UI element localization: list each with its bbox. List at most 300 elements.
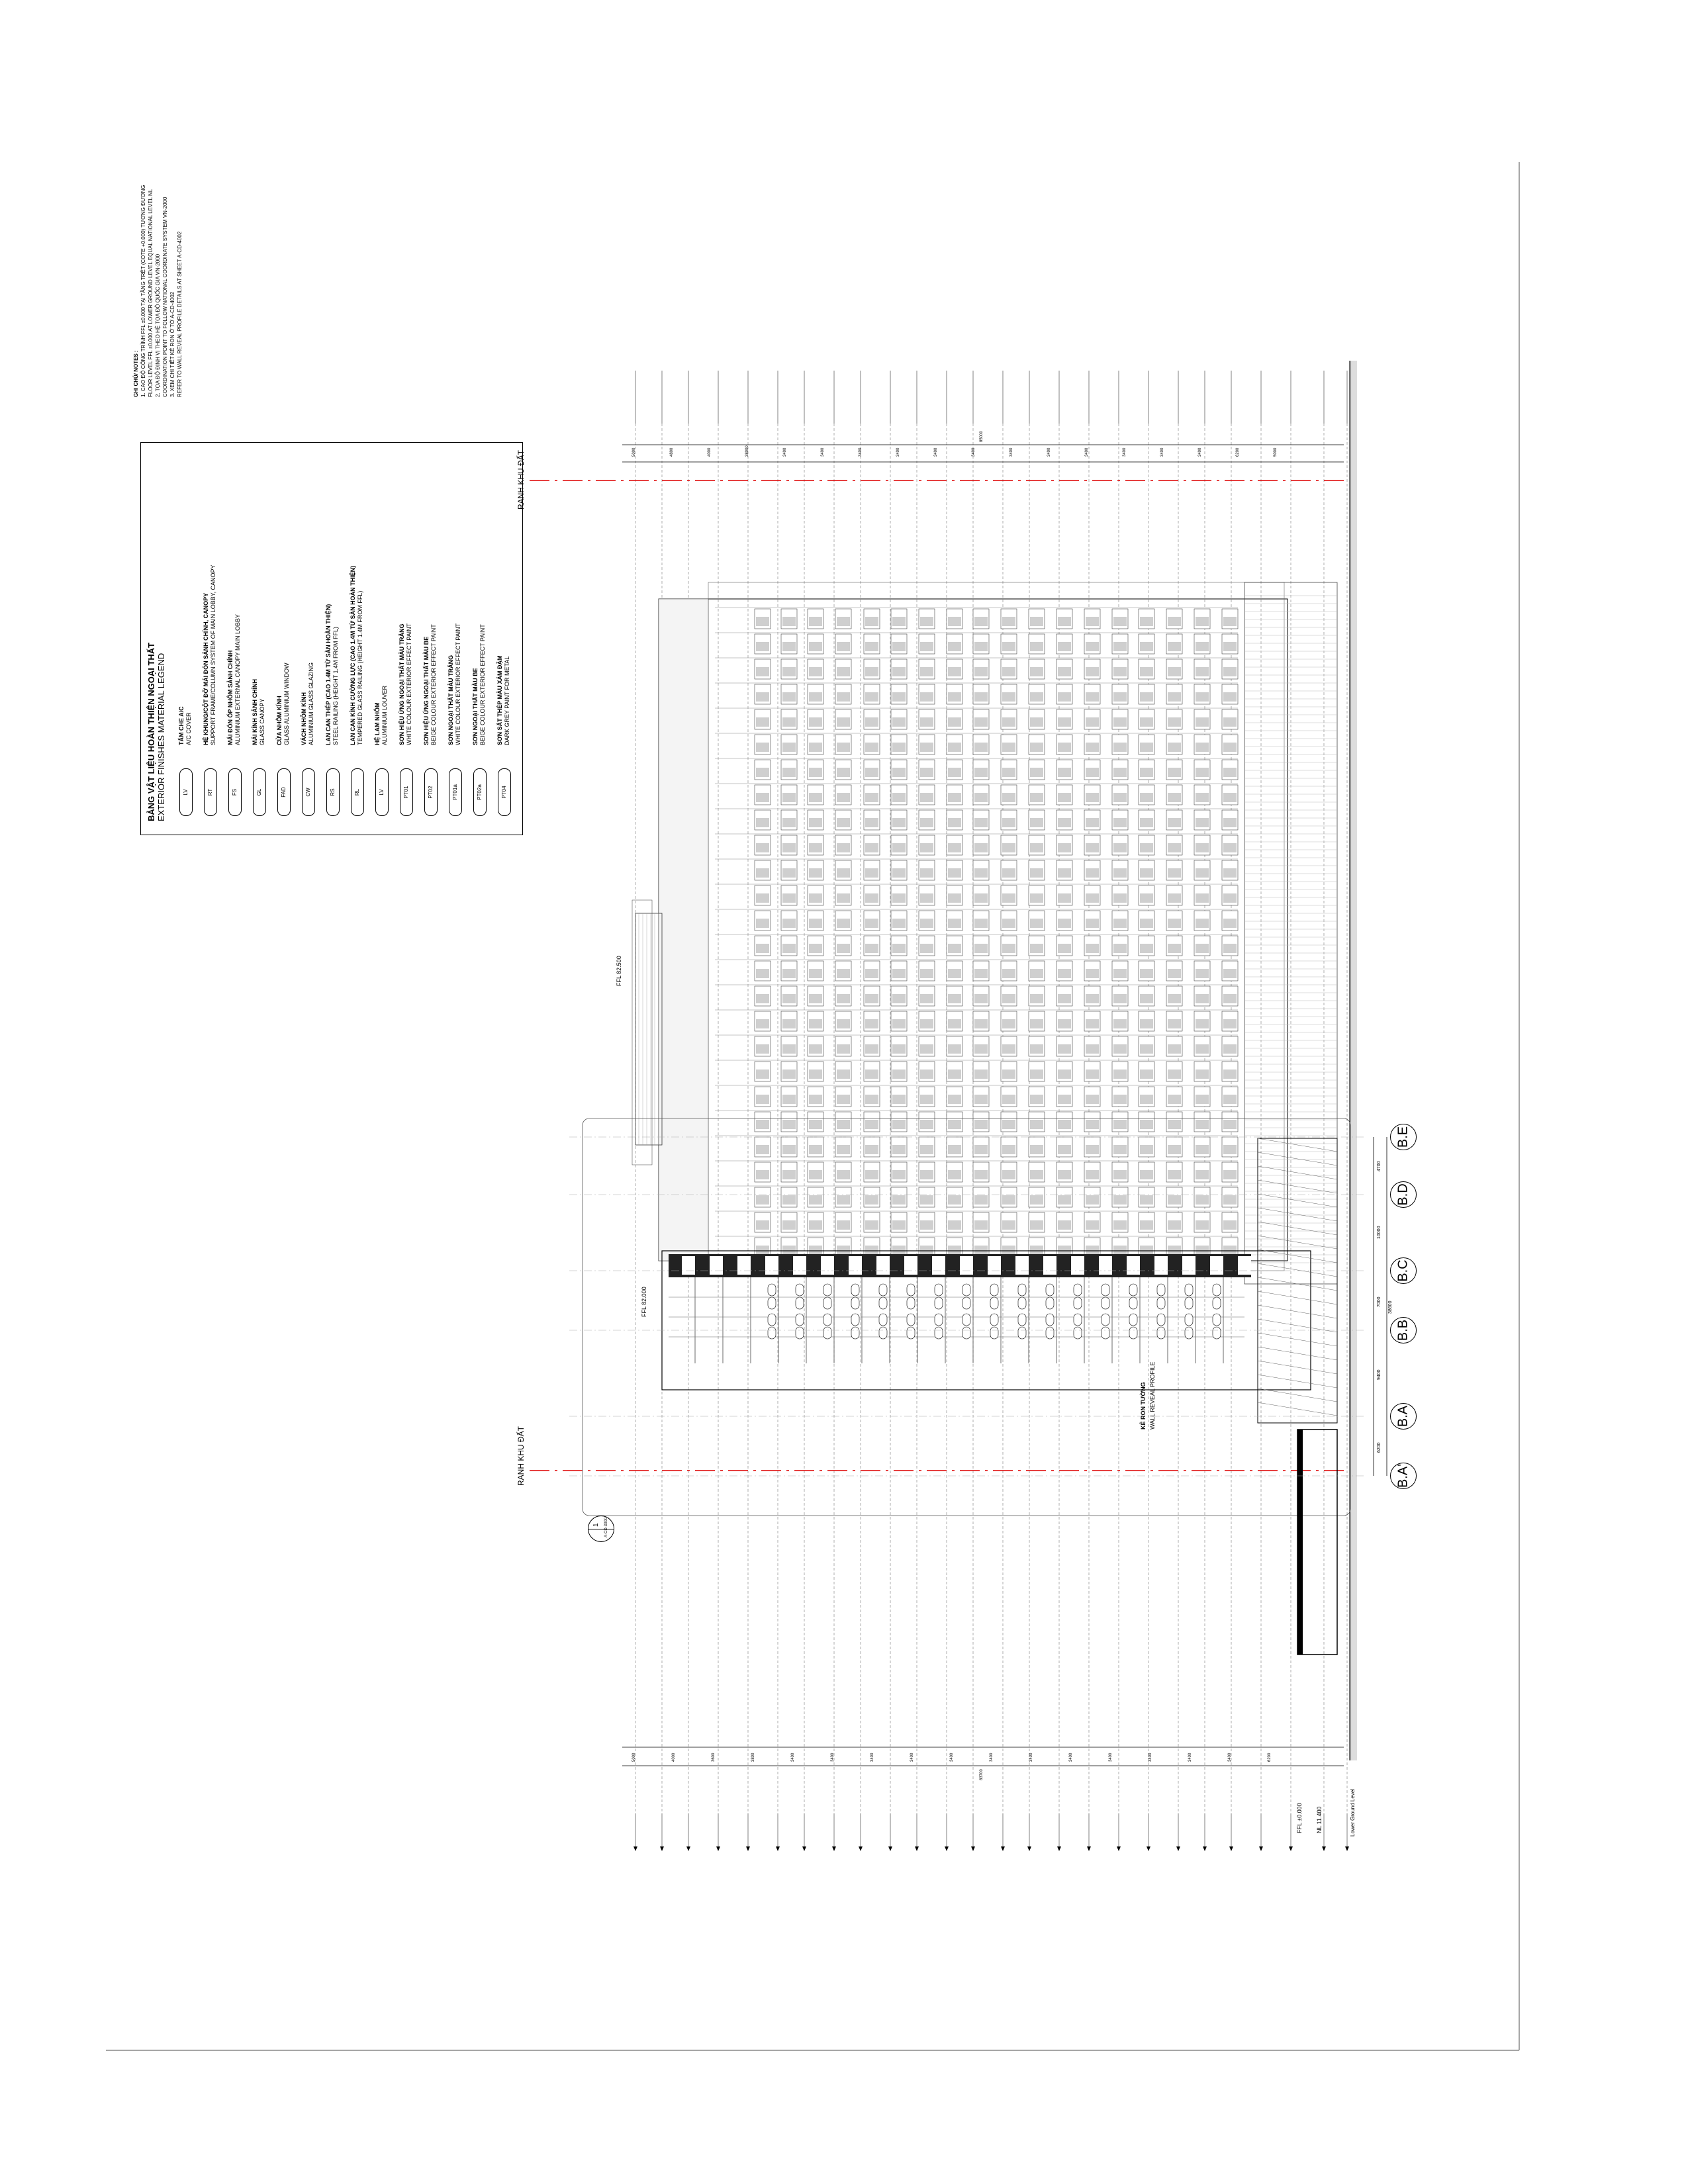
window-glass	[974, 1220, 988, 1230]
bottom-dim-value: 3600	[712, 1752, 716, 1762]
material-tag	[1046, 1314, 1054, 1326]
grid-bubble-label: B.A	[1395, 1405, 1411, 1428]
window-glass	[892, 667, 906, 676]
window-glass	[1086, 818, 1099, 827]
window-glass	[974, 1145, 988, 1154]
window-glass	[837, 667, 850, 676]
window-glass	[1002, 768, 1015, 777]
legend-code: GL	[253, 768, 266, 816]
section-number: 1	[592, 1523, 600, 1527]
legend-desc-vi: SƠN NGOẠI THẤT MÀU BE	[472, 668, 479, 745]
window-glass	[837, 793, 850, 802]
legend-desc-vi: TẤM CHE A/C	[178, 706, 185, 745]
notes-heading: GHI CHÚ/ NOTES :	[133, 350, 139, 397]
top-dim-total: 85000	[980, 431, 984, 442]
level-triangle	[1147, 1846, 1150, 1851]
window-glass	[1196, 1246, 1209, 1255]
window-glass	[1196, 1220, 1209, 1230]
legend-code: CW	[302, 768, 315, 816]
window-glass	[865, 818, 878, 827]
top-dim-value: 3400	[1009, 447, 1013, 457]
window-glass	[1002, 743, 1015, 752]
grid-bubble	[1390, 1317, 1417, 1343]
balcony-gap	[1127, 1256, 1140, 1275]
window-glass	[920, 919, 933, 928]
window-glass	[1196, 1019, 1209, 1028]
window-glass	[1168, 793, 1181, 802]
window-glass	[865, 743, 878, 752]
grid-bubble-label: B.A'	[1395, 1463, 1411, 1488]
material-tag	[851, 1327, 859, 1339]
window-glass	[1223, 994, 1237, 1003]
window-glass	[1168, 944, 1181, 953]
window-glass	[782, 1195, 796, 1205]
balcony-gap	[710, 1256, 723, 1275]
window-glass	[865, 1145, 878, 1154]
window-glass	[974, 919, 988, 928]
window-glass	[1168, 667, 1181, 676]
window-glass	[1058, 768, 1071, 777]
window-glass	[920, 1044, 933, 1054]
grid-bubble	[1390, 1463, 1417, 1489]
window-glass	[1168, 1069, 1181, 1079]
window-glass	[1113, 944, 1127, 953]
window-glass	[756, 1044, 769, 1054]
balcony-gap	[1043, 1256, 1056, 1275]
balcony-gap	[1099, 1256, 1112, 1275]
top-dim-value: 38000	[745, 445, 749, 457]
level-triangle	[660, 1846, 664, 1851]
legend-code: LV	[179, 768, 193, 816]
window-glass	[865, 667, 878, 676]
balcony-gap	[1210, 1256, 1223, 1275]
window-glass	[1196, 793, 1209, 802]
window-glass	[837, 944, 850, 953]
window-glass	[1168, 1095, 1181, 1104]
window-glass	[837, 994, 850, 1003]
grid-dim-total: 38600	[1388, 1300, 1393, 1314]
window-glass	[1058, 617, 1071, 626]
window-glass	[837, 1246, 850, 1255]
balcony-gap	[849, 1256, 862, 1275]
canopy-hatch	[1258, 1361, 1337, 1374]
material-tag	[879, 1297, 887, 1309]
window-glass	[974, 1170, 988, 1179]
window-glass	[1140, 768, 1153, 777]
window-glass	[837, 1095, 850, 1104]
window-glass	[837, 1044, 850, 1054]
top-dim-value: 3400	[783, 447, 787, 457]
material-tag	[1018, 1297, 1026, 1309]
window-glass	[756, 768, 769, 777]
canopy-hatch	[1258, 1263, 1337, 1277]
legend-desc-vi: MÁI ĐÓN ỐP NHÔM SẢNH CHÍNH	[227, 650, 234, 745]
level-triangle	[746, 1846, 750, 1851]
top-dim-value: 3400	[1198, 447, 1202, 457]
legend-desc-en: BEIGE COLOUR EXTERIOR EFFECT PAINT	[479, 624, 486, 745]
window-glass	[1168, 1195, 1181, 1205]
window-glass	[1168, 768, 1181, 777]
window-glass	[1223, 743, 1237, 752]
balcony-gap	[1015, 1256, 1029, 1275]
top-dim-value: 5000	[1274, 447, 1278, 457]
material-tag	[1074, 1327, 1082, 1339]
window-glass	[920, 768, 933, 777]
material-tag	[768, 1284, 776, 1296]
window-glass	[809, 768, 822, 777]
bottom-dim-value: 5000	[632, 1752, 636, 1762]
window-glass	[756, 868, 769, 878]
window-glass	[865, 969, 878, 978]
window-glass	[1086, 692, 1099, 702]
window-glass	[974, 868, 988, 878]
legend-code: PT02a	[473, 768, 487, 816]
top-dim-value: 3400	[859, 447, 863, 457]
window-glass	[809, 1145, 822, 1154]
window-glass	[756, 843, 769, 852]
window-glass	[1113, 692, 1127, 702]
window-glass	[1168, 868, 1181, 878]
level-triangle	[1289, 1846, 1293, 1851]
window-glass	[948, 994, 961, 1003]
window-glass	[948, 893, 961, 903]
material-tag	[851, 1297, 859, 1309]
legend-desc-en: GLASS CANOPY	[259, 698, 265, 745]
window-glass	[974, 893, 988, 903]
window-glass	[809, 692, 822, 702]
window-glass	[1140, 1069, 1153, 1079]
window-glass	[837, 1069, 850, 1079]
window-glass	[1030, 919, 1043, 928]
window-glass	[920, 818, 933, 827]
window-glass	[782, 919, 796, 928]
window-glass	[1140, 944, 1153, 953]
window-glass	[1086, 1044, 1099, 1054]
window-glass	[974, 1095, 988, 1104]
window-glass	[809, 617, 822, 626]
window-glass	[892, 1095, 906, 1104]
window-glass	[974, 1044, 988, 1054]
window-glass	[1196, 1170, 1209, 1179]
balcony-gap	[1071, 1256, 1084, 1275]
window-glass	[782, 793, 796, 802]
window-glass	[892, 843, 906, 852]
canopy-hatch	[1258, 1194, 1337, 1207]
window-glass	[1168, 717, 1181, 727]
window-glass	[837, 893, 850, 903]
window-glass	[1058, 1069, 1071, 1079]
window-glass	[1196, 743, 1209, 752]
window-glass	[756, 743, 769, 752]
window-glass	[1140, 642, 1153, 651]
window-glass	[1058, 944, 1071, 953]
material-tag	[1074, 1284, 1082, 1296]
window-glass	[948, 617, 961, 626]
window-glass	[1030, 1220, 1043, 1230]
window-glass	[782, 617, 796, 626]
window-glass	[1086, 1246, 1099, 1255]
window-glass	[974, 1069, 988, 1079]
material-tag	[851, 1284, 859, 1296]
window-glass	[1140, 994, 1153, 1003]
window-glass	[1058, 743, 1071, 752]
material-tag	[1213, 1297, 1221, 1309]
balcony-gap	[932, 1256, 945, 1275]
window-glass	[782, 969, 796, 978]
window-glass	[1140, 717, 1153, 727]
window-glass	[1058, 969, 1071, 978]
window-glass	[1140, 667, 1153, 676]
window-glass	[1223, 1246, 1237, 1255]
legend-desc-en: DARK GREY PAINT FOR METAL	[504, 656, 510, 745]
grid-bubble	[1390, 1124, 1417, 1150]
window-glass	[1002, 1120, 1015, 1129]
window-glass	[782, 768, 796, 777]
canopy-hatch	[1258, 1375, 1337, 1388]
material-tag	[935, 1297, 943, 1309]
material-tag	[962, 1314, 970, 1326]
legend-title-en: EXTERIOR FINISHES MATERIAL LEGEND	[156, 653, 166, 821]
note-line: 3. XEM CHI TIẾT KẺ RON Ở TỜ A-CD-4002	[169, 291, 175, 397]
bottom-dim-total: 83700	[980, 1769, 984, 1780]
window-glass	[1223, 1120, 1237, 1129]
window-glass	[1140, 743, 1153, 752]
roof-band	[659, 599, 708, 1261]
material-tag	[1074, 1314, 1082, 1326]
grid-bubble-label: B.D	[1395, 1183, 1411, 1206]
window-glass	[1002, 868, 1015, 878]
window-glass	[1223, 843, 1237, 852]
window-glass	[865, 1195, 878, 1205]
window-glass	[920, 667, 933, 676]
top-dim-value: 4800	[670, 447, 674, 457]
window-glass	[892, 1069, 906, 1079]
window-glass	[920, 1095, 933, 1104]
window-glass	[1140, 1120, 1153, 1129]
window-glass	[1058, 919, 1071, 928]
window-glass	[865, 994, 878, 1003]
window-glass	[1223, 1095, 1237, 1104]
window-glass	[1086, 893, 1099, 903]
window-glass	[974, 818, 988, 827]
material-tag	[768, 1327, 776, 1339]
ground-level-name: Lower Ground Level	[1350, 1788, 1356, 1837]
window-glass	[948, 944, 961, 953]
top-dim-value: 3400	[1160, 447, 1164, 457]
window-glass	[948, 642, 961, 651]
window-glass	[1113, 617, 1127, 626]
material-tag	[1185, 1297, 1193, 1309]
top-dim-value: 4000	[708, 447, 712, 457]
material-tag	[1129, 1284, 1137, 1296]
legend-code: FAD	[277, 768, 291, 816]
window-glass	[1113, 1195, 1127, 1205]
legend-desc-en: BEIGE COLOUR EXTERIOR EFFECT PAINT	[430, 624, 437, 745]
window-glass	[892, 743, 906, 752]
window-glass	[1113, 1170, 1127, 1179]
window-glass	[1086, 1069, 1099, 1079]
window-glass	[837, 969, 850, 978]
window-glass	[1196, 1095, 1209, 1104]
window-glass	[1002, 1019, 1015, 1028]
window-glass	[865, 617, 878, 626]
window-glass	[1196, 843, 1209, 852]
window-glass	[756, 1069, 769, 1079]
window-glass	[892, 692, 906, 702]
window-glass	[892, 1044, 906, 1054]
note-line: 1. CAO ĐỘ CÔNG TRÌNH FFL ±0.000 TẠI TẦNG TRỆT (COTE +0.000) TƯƠNG ĐƯƠNG	[140, 185, 146, 397]
top-dim-value: 6200	[1236, 447, 1240, 457]
window-glass	[948, 692, 961, 702]
window-glass	[865, 843, 878, 852]
window-glass	[782, 743, 796, 752]
material-tag	[1102, 1284, 1109, 1296]
material-tag	[768, 1314, 776, 1326]
material-tag	[1046, 1297, 1054, 1309]
window-glass	[756, 1095, 769, 1104]
top-dim-value: 3400	[934, 447, 938, 457]
window-glass	[865, 1170, 878, 1179]
window-glass	[1113, 843, 1127, 852]
material-tag	[1185, 1314, 1193, 1326]
window-glass	[756, 692, 769, 702]
window-glass	[782, 944, 796, 953]
window-glass	[1058, 1195, 1071, 1205]
window-glass	[1030, 793, 1043, 802]
legend-desc-vi: SƠN SẮT THÉP MÀU XÁM ĐẬM	[496, 655, 503, 745]
window-glass	[892, 944, 906, 953]
balcony-gap	[765, 1256, 778, 1275]
balcony-gap	[904, 1256, 917, 1275]
window-glass	[920, 969, 933, 978]
window-glass	[1168, 1019, 1181, 1028]
window-glass	[1030, 818, 1043, 827]
window-glass	[1086, 919, 1099, 928]
window-glass	[1223, 1170, 1237, 1179]
window-glass	[974, 944, 988, 953]
grid-dim-value: 7000	[1377, 1297, 1382, 1307]
legend-desc-vi: VÁCH NHÔM KÍNH	[301, 692, 307, 745]
window-glass	[948, 1246, 961, 1255]
window-glass	[1086, 717, 1099, 727]
window-glass	[809, 1095, 822, 1104]
window-glass	[974, 743, 988, 752]
window-glass	[809, 667, 822, 676]
note-line: REFER TO WALL REVEAL PROFILE DETAILS AT SHEET A-CD-4002	[177, 231, 183, 397]
window-glass	[1002, 692, 1015, 702]
window-glass	[1086, 994, 1099, 1003]
window-glass	[1196, 1195, 1209, 1205]
material-tag	[1018, 1327, 1026, 1339]
legend-desc-vi: LAN CAN KÍNH CƯỜNG LỰC (CAO 1.4M TỪ SÀN HOÀN THIỆN)	[350, 565, 356, 745]
window-glass	[1030, 692, 1043, 702]
legend-desc-en: A/C COVER	[185, 712, 192, 745]
level-triangle	[1087, 1846, 1091, 1851]
window-glass	[1086, 1195, 1099, 1205]
ground-level-ffl: FFL ±0.000	[1296, 1803, 1303, 1833]
window-glass	[782, 692, 796, 702]
window-glass	[1223, 692, 1237, 702]
legend-desc-en: GLASS ALUMINIUM WINDOW	[283, 662, 290, 745]
window-glass	[865, 1095, 878, 1104]
top-dim-value: 3400	[1085, 447, 1089, 457]
grid-dim-value: 9400	[1377, 1369, 1382, 1380]
window-glass	[1002, 667, 1015, 676]
window-glass	[1086, 1095, 1099, 1104]
window-glass	[974, 1019, 988, 1028]
legend-title-vi: BẢNG VẬT LIỆU HOÀN THIỆN NGOẠI THẤT	[146, 642, 156, 821]
canopy-hatch	[1258, 1208, 1337, 1221]
grid-bubble	[1390, 1181, 1417, 1208]
window-glass	[1140, 1170, 1153, 1179]
window-glass	[1086, 642, 1099, 651]
window-glass	[756, 1170, 769, 1179]
balcony-gap	[876, 1256, 890, 1275]
window-glass	[809, 818, 822, 827]
level-triangle	[945, 1846, 949, 1851]
level-triangle	[1027, 1846, 1031, 1851]
level-triangle	[1203, 1846, 1207, 1851]
legend-desc-vi: SƠN NGOẠI THẤT MÀU TRẮNG	[447, 655, 454, 745]
wall-reveal-label-en: WALL REVEAL PROFILE	[1149, 1361, 1156, 1430]
bottom-dim-value: 3400	[791, 1752, 795, 1762]
material-tag	[796, 1297, 804, 1309]
top-dim-value: 3400	[1123, 447, 1127, 457]
level-triangle	[1176, 1846, 1180, 1851]
window-glass	[1223, 1019, 1237, 1028]
window-glass	[1058, 818, 1071, 827]
window-glass	[809, 743, 822, 752]
window-glass	[865, 768, 878, 777]
window-glass	[892, 1195, 906, 1205]
window-glass	[865, 642, 878, 651]
window-glass	[782, 1069, 796, 1079]
balcony-gap	[737, 1256, 751, 1275]
window-glass	[1196, 1145, 1209, 1154]
window-glass	[1002, 1044, 1015, 1054]
window-glass	[892, 969, 906, 978]
window-glass	[892, 893, 906, 903]
window-glass	[892, 1246, 906, 1255]
note-line: FLOOR LEVEL FFL ±0.000 AT LOWER GROUND LEVEL EQUAL NATIONAL LEVEL NL	[148, 189, 154, 397]
material-tag	[907, 1314, 915, 1326]
window-glass	[920, 1195, 933, 1205]
canopy-hatch	[1258, 1347, 1337, 1360]
window-glass	[920, 692, 933, 702]
window-glass	[1140, 1019, 1153, 1028]
canopy-hatch	[1258, 1333, 1337, 1346]
window-glass	[948, 793, 961, 802]
window-glass	[892, 1220, 906, 1230]
window-glass	[1030, 893, 1043, 903]
window-glass	[892, 1120, 906, 1129]
window-glass	[948, 717, 961, 727]
ffl-podium-label: FFL 82.000	[641, 1287, 647, 1317]
window-glass	[1168, 994, 1181, 1003]
window-glass	[920, 944, 933, 953]
top-dim-value: 3400	[821, 447, 825, 457]
window-glass	[1030, 1044, 1043, 1054]
window-glass	[837, 768, 850, 777]
level-triangle	[1001, 1846, 1005, 1851]
bottom-dim-value: 4000	[672, 1752, 676, 1762]
grid-dim-value: 6200	[1377, 1442, 1382, 1453]
window-glass	[782, 717, 796, 727]
ramp-block	[1297, 1430, 1337, 1655]
window-glass	[1168, 919, 1181, 928]
window-glass	[1113, 868, 1127, 878]
legend-desc-vi: SƠN HIỆU ỨNG NGOẠI THẤT MÀU TRẮNG	[399, 623, 405, 745]
